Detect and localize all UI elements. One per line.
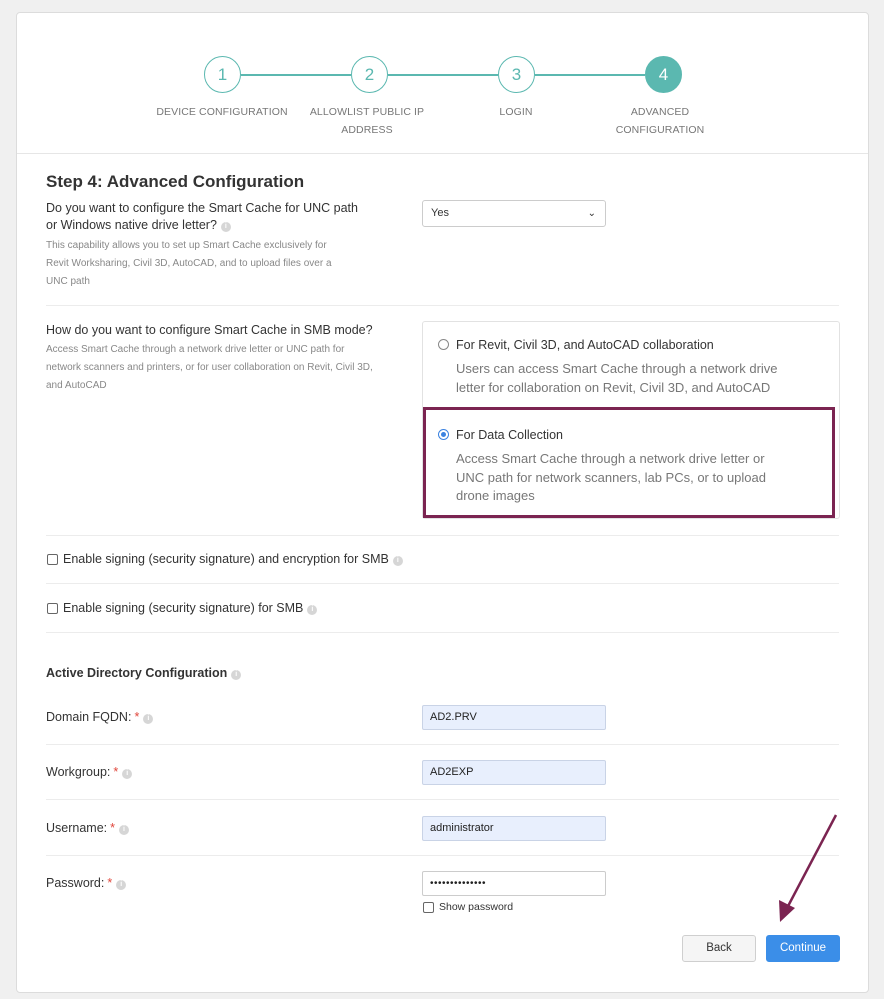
unc-select[interactable] [422,200,606,227]
signing-encryption-checkbox[interactable] [47,554,58,565]
divider [46,535,839,536]
info-icon[interactable]: i [307,605,317,615]
radio-data-collection[interactable] [438,429,449,440]
workgroup-label [46,765,132,779]
info-icon[interactable]: i [143,714,153,724]
wizard-card [16,12,869,993]
info-icon[interactable]: i [231,670,241,680]
divider [46,583,839,584]
signing-text: Enable signing (security signature) for SMB [63,601,304,615]
stepper [17,13,868,154]
show-password-label[interactable]: Show password [439,901,514,913]
password-label-text: Password: [46,876,105,890]
username-label [46,821,129,835]
option-data-collection-title[interactable]: For Data Collection [456,428,563,442]
option-collaboration-title[interactable]: For Revit, Civil 3D, and AutoCAD collaboration [456,338,714,352]
step-connector [388,74,498,76]
info-icon[interactable]: i [221,222,231,232]
show-password-checkbox[interactable] [423,902,434,913]
option-data-collection-desc: Access Smart Cache through a network drive letter or UNC path for network scanners, lab PCs, or to upload drone images [456,451,766,503]
step-2-circle[interactable]: 2 [351,56,388,93]
step-3-circle[interactable]: 3 [498,56,535,93]
radio-collaboration[interactable] [438,339,449,350]
continue-button[interactable]: Continue [766,935,840,962]
step-connector [535,74,645,76]
unc-select-value: Yes [431,207,449,219]
info-icon[interactable]: i [116,880,126,890]
unc-help: This capability allows you to set up Smart Cache exclusively for Revit Worksharing, Civil 3D, AutoCAD, and to upload files over a UNC path [46,240,332,287]
divider [46,744,839,745]
smb-question: How do you want to configure Smart Cache in SMB mode? [46,323,373,337]
username-label-text: Username: [46,821,108,835]
unc-question-block [46,200,366,291]
ad-heading [46,666,241,680]
step-1-circle[interactable]: 1 [204,56,241,93]
smb-help: Access Smart Cache through a network drive letter or UNC path for network scanners and printers, or for user collaboration on Revit, Civil 3D, and AutoCAD [46,344,373,391]
step-4-label: ADVANCED CONFIGURATION [615,106,705,136]
chevron-down-icon: ⌄ [587,208,596,219]
divider [46,305,839,306]
signing-encryption-label[interactable] [63,552,403,566]
unc-question [46,200,366,234]
unc-question-text: Do you want to configure the Smart Cache for UNC path or Windows native drive letter? [46,201,358,232]
username-input[interactable]: administrator [422,816,606,841]
smb-question-block [46,322,381,395]
step-2-label: ALLOWLIST PUBLIC IP ADDRESS [309,106,425,136]
step-4-circle[interactable]: 4 [645,56,682,93]
back-button[interactable]: Back [682,935,756,962]
signing-checkbox[interactable] [47,603,58,614]
password-label [46,876,126,890]
signing-label[interactable] [63,601,317,615]
option-collaboration-desc: Users can access Smart Cache through a network drive letter for collaboration on Revit, Civil 3D, and AutoCAD [456,361,778,395]
password-input[interactable]: •••••••••••••• [422,871,606,896]
domain-label [46,710,153,724]
divider [46,799,839,800]
ad-heading-text: Active Directory Configuration [46,666,228,680]
info-icon[interactable]: i [122,769,132,779]
required-mark: * [113,765,119,779]
page-title: Step 4: Advanced Configuration [46,172,305,191]
info-icon[interactable]: i [393,556,403,566]
domain-label-text: Domain FQDN: [46,710,132,724]
step-3-label: LOGIN [499,106,533,118]
required-mark: * [107,876,113,890]
workgroup-input[interactable]: AD2EXP [422,760,606,785]
signing-encryption-text: Enable signing (security signature) and encryption for SMB [63,552,389,566]
domain-fqdn-input[interactable]: AD2.PRV [422,705,606,730]
workgroup-label-text: Workgroup: [46,765,111,779]
info-icon[interactable]: i [119,825,129,835]
required-mark: * [134,710,140,724]
step-1-label: DEVICE CONFIGURATION [156,106,288,118]
divider [46,855,839,856]
step-connector [241,74,351,76]
divider [46,632,839,633]
required-mark: * [110,821,116,835]
